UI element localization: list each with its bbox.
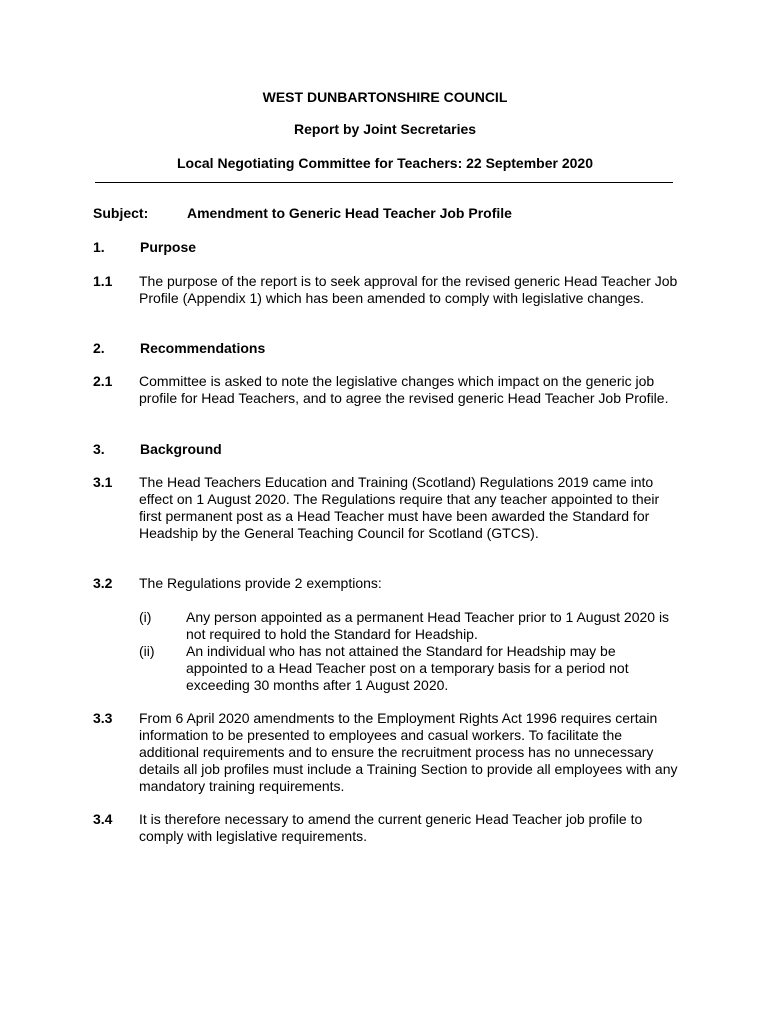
para-3-2-text: The Regulations provide 2 exemptions: bbox=[139, 575, 382, 591]
section-2-title: Recommendations bbox=[140, 340, 266, 356]
horizontal-rule bbox=[95, 182, 673, 183]
para-3-1-text: The Head Teachers Education and Training (Scotland) Regulations 2019 came into effect on 1 August 2020. The Regulations require that any teacher appointed to their first permanent post as a Head Teacher must have been awarded the Standard for Headship by the General Teaching Council for Scotland (GTCS). bbox=[139, 474, 660, 541]
section-3-title: Background bbox=[140, 441, 222, 457]
subject-text: Amendment to Generic Head Teacher Job Profile bbox=[187, 205, 512, 221]
para-3-3-number: 3.3 bbox=[93, 710, 113, 726]
exemption-ii-marker: (ii) bbox=[139, 643, 155, 659]
section-3-number: 3. bbox=[93, 441, 105, 457]
exemption-i-text: Any person appointed as a permanent Head Teacher prior to 1 August 2020 is not required to hold the Standard for Headship. bbox=[186, 609, 670, 642]
para-3-3-text: From 6 April 2020 amendments to the Employment Rights Act 1996 requires certain information to be presented to employees and casual workers. To facilitate the additional requirements and to ensure the recruitment process has no unnecessary details all job profiles must include a Training Section to provide all employees with any mandatory training requirements. bbox=[139, 710, 678, 794]
para-3-1-number: 3.1 bbox=[93, 474, 113, 490]
council-title: WEST DUNBARTONSHIRE COUNCIL bbox=[262, 89, 508, 105]
para-2-1-number: 2.1 bbox=[93, 373, 113, 389]
subject-label: Subject: bbox=[93, 205, 149, 221]
exemption-ii-text: An individual who has not attained the Standard for Headship may be appointed to a Head Teacher post on a temporary basis for a period not exceeding 30 months after 1 August 2020. bbox=[186, 643, 629, 693]
committee-heading: Local Negotiating Committee for Teachers: 22 September 2020 bbox=[177, 155, 593, 171]
section-1-title: Purpose bbox=[140, 239, 197, 255]
para-3-2-number: 3.2 bbox=[93, 575, 113, 591]
para-1-1-number: 1.1 bbox=[93, 273, 113, 289]
para-2-1-text: Committee is asked to note the legislative changes which impact on the generic job profile for Head Teachers, and to agree the revised generic Head Teacher Job Profile. bbox=[139, 373, 669, 406]
para-3-4-text: It is therefore necessary to amend the current generic Head Teacher job profile to comply with legislative requirements. bbox=[139, 811, 643, 844]
para-3-4-number: 3.4 bbox=[93, 811, 113, 827]
section-2-number: 2. bbox=[93, 340, 105, 356]
exemption-i-marker: (i) bbox=[139, 609, 152, 625]
report-by: Report by Joint Secretaries bbox=[293, 121, 477, 137]
para-1-1-text: The purpose of the report is to seek approval for the revised generic Head Teacher Job Profile (Appendix 1) which has been amended to comply with legislative changes. bbox=[139, 273, 678, 306]
section-1-number: 1. bbox=[93, 239, 105, 255]
